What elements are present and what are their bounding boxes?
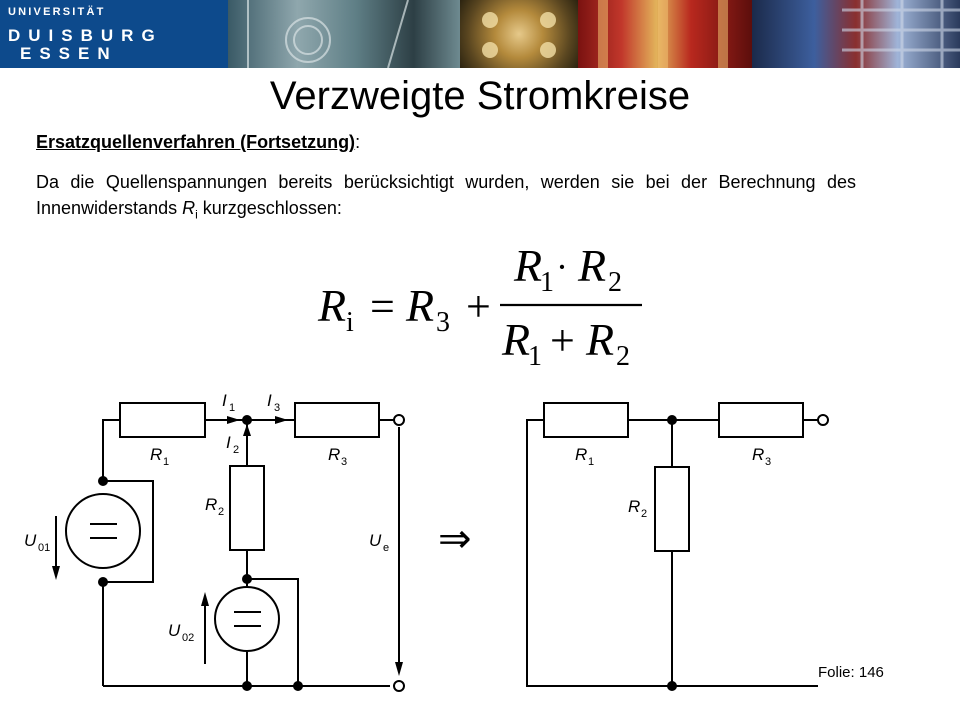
label-r3: R — [328, 445, 341, 464]
formula-denominator-r1: R — [502, 314, 531, 365]
voltage-source-u02 — [215, 587, 279, 651]
body-paragraph — [36, 169, 856, 228]
paragraph-symbol: R — [182, 198, 196, 218]
header-photo-lab — [228, 0, 460, 68]
implies-arrow: ⇒ — [438, 516, 472, 562]
formula-r3-sub: 3 — [436, 307, 450, 338]
node-bottom-bypass — [294, 682, 302, 690]
circuit-simplified — [527, 403, 828, 690]
formula-denominator-plus: + — [550, 316, 575, 365]
logo-line-duisburg: DUISBURG — [8, 26, 163, 45]
voltage-source-u01 — [66, 494, 140, 568]
label-simplified-r2-sub: 2 — [641, 508, 648, 520]
label-r1: R — [150, 445, 163, 464]
university-logo[interactable] — [0, 0, 228, 68]
node-top-junction — [243, 416, 251, 424]
circuit-diagrams — [0, 380, 960, 700]
subheading-colon: : — [355, 132, 361, 152]
header-photo-hall — [752, 0, 960, 68]
label-r2-sub: 2 — [218, 506, 225, 518]
slide-number: Folie: 146 — [818, 664, 884, 681]
arrow-ue-head — [395, 662, 403, 676]
logo-line-essen: ESSEN — [20, 44, 118, 63]
label-i1-sub: 1 — [229, 402, 236, 414]
arrow-u01-head — [52, 566, 60, 580]
node-simplified-bottom — [668, 682, 676, 690]
label-i1: I — [222, 391, 227, 410]
slide-title: Verzweigte Stromkreise — [269, 74, 691, 118]
arrow-u02-head — [201, 592, 209, 606]
arrow-i2-head — [243, 424, 251, 436]
formula-numerator-r2-sub: 2 — [608, 267, 622, 298]
label-u02: U — [168, 621, 181, 640]
resistor-simplified-r1 — [544, 403, 628, 437]
formula-lhs: R — [318, 280, 347, 331]
formula-denominator-r1-sub: 1 — [528, 341, 542, 372]
node-r2-bottom — [243, 575, 251, 583]
formula-denominator-r2-sub: 2 — [616, 341, 630, 372]
label-i3-sub: 3 — [274, 402, 281, 414]
circuit-simplified-labels — [575, 445, 771, 520]
formula-equals: = — [370, 282, 395, 331]
arrow-i3-head — [275, 416, 288, 424]
header-photo-magnet — [460, 0, 578, 68]
formula-numerator-r1: R — [514, 245, 543, 291]
label-i3: I — [267, 391, 272, 410]
label-u01: U — [24, 531, 37, 550]
terminal-top-right-circuit — [818, 415, 828, 425]
terminal-top-left-circuit — [394, 415, 404, 425]
label-simplified-r3-sub: 3 — [765, 456, 772, 468]
formula-plus: + — [466, 282, 491, 331]
label-i2: I — [226, 433, 231, 452]
node-u01-top — [99, 477, 107, 485]
node-simplified-top — [668, 416, 676, 424]
resistor-simplified-r3 — [719, 403, 803, 437]
header-banner — [0, 0, 960, 68]
resistor-r3 — [295, 403, 379, 437]
paragraph-text-before: Da die Quellenspannungen bereits berücksichtigt wurden, werden sie bei der Berechnung des Innenwiderstands — [36, 172, 856, 218]
terminal-bottom-left-circuit — [394, 681, 404, 691]
formula-numerator-r2: R — [578, 245, 607, 291]
subheading-text: Ersatzquellenverfahren (Fortsetzung) — [36, 132, 356, 152]
formula-lhs-sub: i — [346, 307, 354, 338]
formula-r3: R — [406, 280, 435, 331]
label-u01-sub: 01 — [38, 542, 51, 554]
label-u02-sub: 02 — [182, 632, 195, 644]
wire-left-top — [103, 420, 120, 480]
label-simplified-r1-sub: 1 — [588, 456, 595, 468]
paragraph-symbol-sub: i — [195, 207, 198, 222]
label-i2-sub: 2 — [233, 444, 240, 456]
label-r1-sub: 1 — [163, 456, 170, 468]
formula-numerator-r1-sub: 1 — [540, 267, 554, 298]
label-r3-sub: 3 — [341, 456, 348, 468]
section-subheading — [36, 132, 360, 153]
node-bottom-u02 — [243, 682, 251, 690]
arrow-i1-head — [227, 416, 240, 424]
resistor-r1 — [120, 403, 205, 437]
internal-resistance-formula — [300, 245, 660, 375]
label-simplified-r3: R — [752, 445, 765, 464]
resistor-simplified-r2 — [655, 467, 689, 551]
label-simplified-r1: R — [575, 445, 588, 464]
node-u01-bottom — [99, 578, 107, 586]
label-simplified-r2: R — [628, 497, 641, 516]
resistor-r2 — [230, 466, 264, 550]
label-ue: U — [369, 531, 382, 550]
formula-dot: · — [556, 247, 568, 287]
label-ue-sub: e — [383, 542, 390, 554]
header-photo-cables — [578, 0, 752, 68]
label-r2: R — [205, 495, 218, 514]
paragraph-text-after: kurzgeschlossen: — [197, 198, 342, 218]
formula-denominator-r2: R — [586, 314, 615, 365]
logo-line-universitaet: UNIVERSITÄT — [8, 6, 106, 18]
